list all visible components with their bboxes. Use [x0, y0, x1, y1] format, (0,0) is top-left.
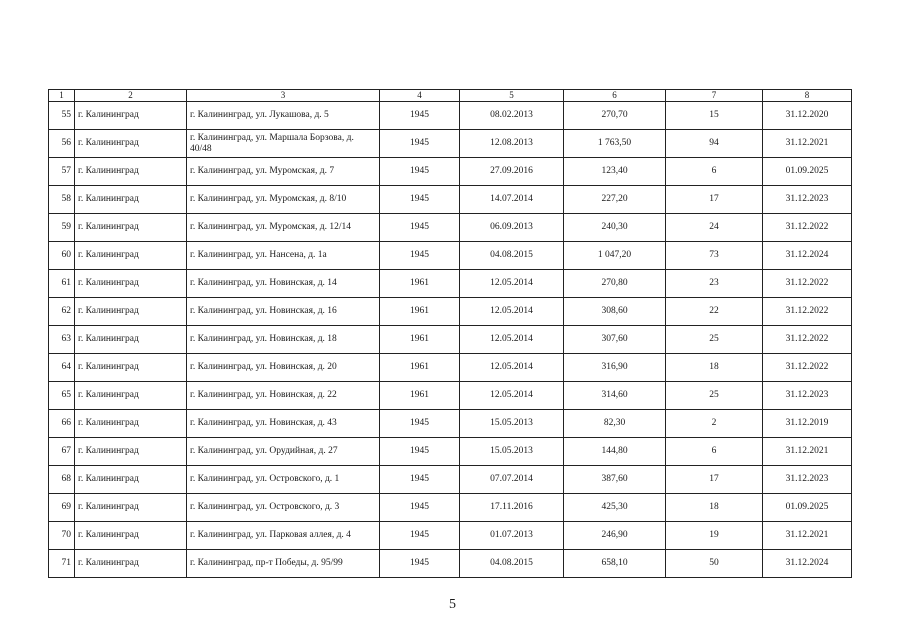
deadline-cell: 31.12.2019 — [763, 410, 852, 438]
date-cell: 04.08.2015 — [460, 550, 564, 578]
row-number-cell: 60 — [49, 242, 75, 270]
column-header-6: 6 — [564, 90, 666, 102]
deadline-cell: 31.12.2021 — [763, 130, 852, 158]
area-cell: 144,80 — [564, 438, 666, 466]
column-header-2: 2 — [75, 90, 187, 102]
date-cell: 06.09.2013 — [460, 214, 564, 242]
city-cell: г. Калининград — [75, 298, 187, 326]
column-header-3: 3 — [187, 90, 380, 102]
row-number-cell: 64 — [49, 354, 75, 382]
date-cell: 12.05.2014 — [460, 382, 564, 410]
count-cell: 6 — [666, 438, 763, 466]
area-cell: 270,80 — [564, 270, 666, 298]
deadline-cell: 31.12.2023 — [763, 382, 852, 410]
count-cell: 94 — [666, 130, 763, 158]
row-number-cell: 69 — [49, 494, 75, 522]
year-cell: 1945 — [380, 158, 460, 186]
city-cell: г. Калининград — [75, 242, 187, 270]
deadline-cell: 31.12.2022 — [763, 354, 852, 382]
address-cell: г. Калининград, ул. Маршала Борзова, д. 40/48 — [187, 130, 380, 158]
year-cell: 1945 — [380, 130, 460, 158]
city-cell: г. Калининград — [75, 354, 187, 382]
address-cell: г. Калининград, ул. Парковая аллея, д. 4 — [187, 522, 380, 550]
area-cell: 1 047,20 — [564, 242, 666, 270]
count-cell: 17 — [666, 466, 763, 494]
address-cell: г. Калининград, ул. Новинская, д. 16 — [187, 298, 380, 326]
table-row — [49, 270, 852, 298]
row-number-cell: 65 — [49, 382, 75, 410]
row-number-cell: 68 — [49, 466, 75, 494]
table-row — [49, 494, 852, 522]
area-cell: 314,60 — [564, 382, 666, 410]
year-cell: 1945 — [380, 466, 460, 494]
date-cell: 15.05.2013 — [460, 410, 564, 438]
address-cell: г. Калининград, пр-т Победы, д. 95/99 — [187, 550, 380, 578]
year-cell: 1961 — [380, 382, 460, 410]
address-cell: г. Калининград, ул. Новинская, д. 20 — [187, 354, 380, 382]
row-number-cell: 55 — [49, 102, 75, 130]
page-number: 5 — [449, 597, 456, 612]
year-cell: 1945 — [380, 438, 460, 466]
deadline-cell: 31.12.2022 — [763, 214, 852, 242]
table-row — [49, 466, 852, 494]
area-cell: 658,10 — [564, 550, 666, 578]
year-cell: 1945 — [380, 186, 460, 214]
address-cell: г. Калининград, ул. Муромская, д. 12/14 — [187, 214, 380, 242]
count-cell: 18 — [666, 354, 763, 382]
area-cell: 425,30 — [564, 494, 666, 522]
row-number-cell: 71 — [49, 550, 75, 578]
row-number-cell: 67 — [49, 438, 75, 466]
year-cell: 1961 — [380, 270, 460, 298]
deadline-cell: 01.09.2025 — [763, 158, 852, 186]
year-cell: 1961 — [380, 326, 460, 354]
year-cell: 1961 — [380, 354, 460, 382]
deadline-cell: 31.12.2022 — [763, 298, 852, 326]
row-number-cell: 66 — [49, 410, 75, 438]
table-row — [49, 326, 852, 354]
count-cell: 73 — [666, 242, 763, 270]
city-cell: г. Калининград — [75, 326, 187, 354]
area-cell: 316,90 — [564, 354, 666, 382]
deadline-cell: 31.12.2021 — [763, 522, 852, 550]
count-cell: 2 — [666, 410, 763, 438]
deadline-cell: 31.12.2023 — [763, 466, 852, 494]
date-cell: 04.08.2015 — [460, 242, 564, 270]
row-number-cell: 59 — [49, 214, 75, 242]
table-row — [49, 438, 852, 466]
table-row — [49, 130, 852, 158]
date-cell: 12.05.2014 — [460, 354, 564, 382]
address-cell: г. Калининград, ул. Островского, д. 1 — [187, 466, 380, 494]
address-cell: г. Калининград, ул. Новинская, д. 43 — [187, 410, 380, 438]
city-cell: г. Калининград — [75, 270, 187, 298]
date-cell: 27.09.2016 — [460, 158, 564, 186]
deadline-cell: 31.12.2022 — [763, 326, 852, 354]
city-cell: г. Калининград — [75, 214, 187, 242]
area-cell: 1 763,50 — [564, 130, 666, 158]
city-cell: г. Калининград — [75, 494, 187, 522]
table-row — [49, 158, 852, 186]
year-cell: 1961 — [380, 298, 460, 326]
city-cell: г. Калининград — [75, 410, 187, 438]
table-row — [49, 242, 852, 270]
area-cell: 227,20 — [564, 186, 666, 214]
table-row — [49, 354, 852, 382]
count-cell: 50 — [666, 550, 763, 578]
column-header-4: 4 — [380, 90, 460, 102]
deadline-cell: 31.12.2021 — [763, 438, 852, 466]
table-row — [49, 382, 852, 410]
deadline-cell: 31.12.2020 — [763, 102, 852, 130]
count-cell: 17 — [666, 186, 763, 214]
row-number-cell: 56 — [49, 130, 75, 158]
address-cell: г. Калининград, ул. Лукашова, д. 5 — [187, 102, 380, 130]
city-cell: г. Калининград — [75, 522, 187, 550]
year-cell: 1945 — [380, 214, 460, 242]
date-cell: 08.02.2013 — [460, 102, 564, 130]
year-cell: 1945 — [380, 494, 460, 522]
address-cell: г. Калининград, ул. Нансена, д. 1а — [187, 242, 380, 270]
area-cell: 123,40 — [564, 158, 666, 186]
address-cell: г. Калининград, ул. Новинская, д. 14 — [187, 270, 380, 298]
year-cell: 1945 — [380, 410, 460, 438]
address-cell: г. Калининград, ул. Муромская, д. 8/10 — [187, 186, 380, 214]
city-cell: г. Калининград — [75, 186, 187, 214]
count-cell: 24 — [666, 214, 763, 242]
table-row — [49, 550, 852, 578]
address-cell: г. Калининград, ул. Новинская, д. 18 — [187, 326, 380, 354]
table-row — [49, 522, 852, 550]
count-cell: 18 — [666, 494, 763, 522]
table-row — [49, 298, 852, 326]
table-row — [49, 214, 852, 242]
year-cell: 1945 — [380, 522, 460, 550]
count-cell: 25 — [666, 382, 763, 410]
city-cell: г. Калининград — [75, 102, 187, 130]
date-cell: 15.05.2013 — [460, 438, 564, 466]
column-header-7: 7 — [666, 90, 763, 102]
column-header-8: 8 — [763, 90, 852, 102]
date-cell: 14.07.2014 — [460, 186, 564, 214]
row-number-cell: 61 — [49, 270, 75, 298]
city-cell: г. Калининград — [75, 438, 187, 466]
row-number-cell: 70 — [49, 522, 75, 550]
count-cell: 23 — [666, 270, 763, 298]
row-number-cell: 62 — [49, 298, 75, 326]
year-cell: 1945 — [380, 550, 460, 578]
count-cell: 19 — [666, 522, 763, 550]
housing-register-table — [48, 89, 852, 578]
area-cell: 387,60 — [564, 466, 666, 494]
city-cell: г. Калининград — [75, 158, 187, 186]
area-cell: 307,60 — [564, 326, 666, 354]
table-row — [49, 102, 852, 130]
count-cell: 22 — [666, 298, 763, 326]
column-header-1: 1 — [49, 90, 75, 102]
count-cell: 25 — [666, 326, 763, 354]
date-cell: 17.11.2016 — [460, 494, 564, 522]
address-cell: г. Калининград, ул. Новинская, д. 22 — [187, 382, 380, 410]
date-cell: 07.07.2014 — [460, 466, 564, 494]
city-cell: г. Калининград — [75, 550, 187, 578]
deadline-cell: 31.12.2023 — [763, 186, 852, 214]
area-cell: 270,70 — [564, 102, 666, 130]
city-cell: г. Калининград — [75, 382, 187, 410]
address-cell: г. Калининград, ул. Муромская, д. 7 — [187, 158, 380, 186]
year-cell: 1945 — [380, 102, 460, 130]
table-row — [49, 186, 852, 214]
date-cell: 12.05.2014 — [460, 270, 564, 298]
table-header — [49, 90, 852, 102]
deadline-cell: 31.12.2022 — [763, 270, 852, 298]
row-number-cell: 58 — [49, 186, 75, 214]
deadline-cell: 01.09.2025 — [763, 494, 852, 522]
area-cell: 308,60 — [564, 298, 666, 326]
column-header-5: 5 — [460, 90, 564, 102]
address-cell: г. Калининград, ул. Орудийная, д. 27 — [187, 438, 380, 466]
city-cell: г. Калининград — [75, 130, 187, 158]
address-cell: г. Калининград, ул. Островского, д. 3 — [187, 494, 380, 522]
date-cell: 01.07.2013 — [460, 522, 564, 550]
date-cell: 12.05.2014 — [460, 298, 564, 326]
table-body — [49, 102, 852, 578]
count-cell: 15 — [666, 102, 763, 130]
row-number-cell: 57 — [49, 158, 75, 186]
row-number-cell: 63 — [49, 326, 75, 354]
count-cell: 6 — [666, 158, 763, 186]
area-cell: 82,30 — [564, 410, 666, 438]
area-cell: 246,90 — [564, 522, 666, 550]
date-cell: 12.05.2014 — [460, 326, 564, 354]
table-row — [49, 410, 852, 438]
city-cell: г. Калининград — [75, 466, 187, 494]
year-cell: 1945 — [380, 242, 460, 270]
date-cell: 12.08.2013 — [460, 130, 564, 158]
deadline-cell: 31.12.2024 — [763, 242, 852, 270]
area-cell: 240,30 — [564, 214, 666, 242]
header-row — [49, 90, 852, 102]
deadline-cell: 31.12.2024 — [763, 550, 852, 578]
